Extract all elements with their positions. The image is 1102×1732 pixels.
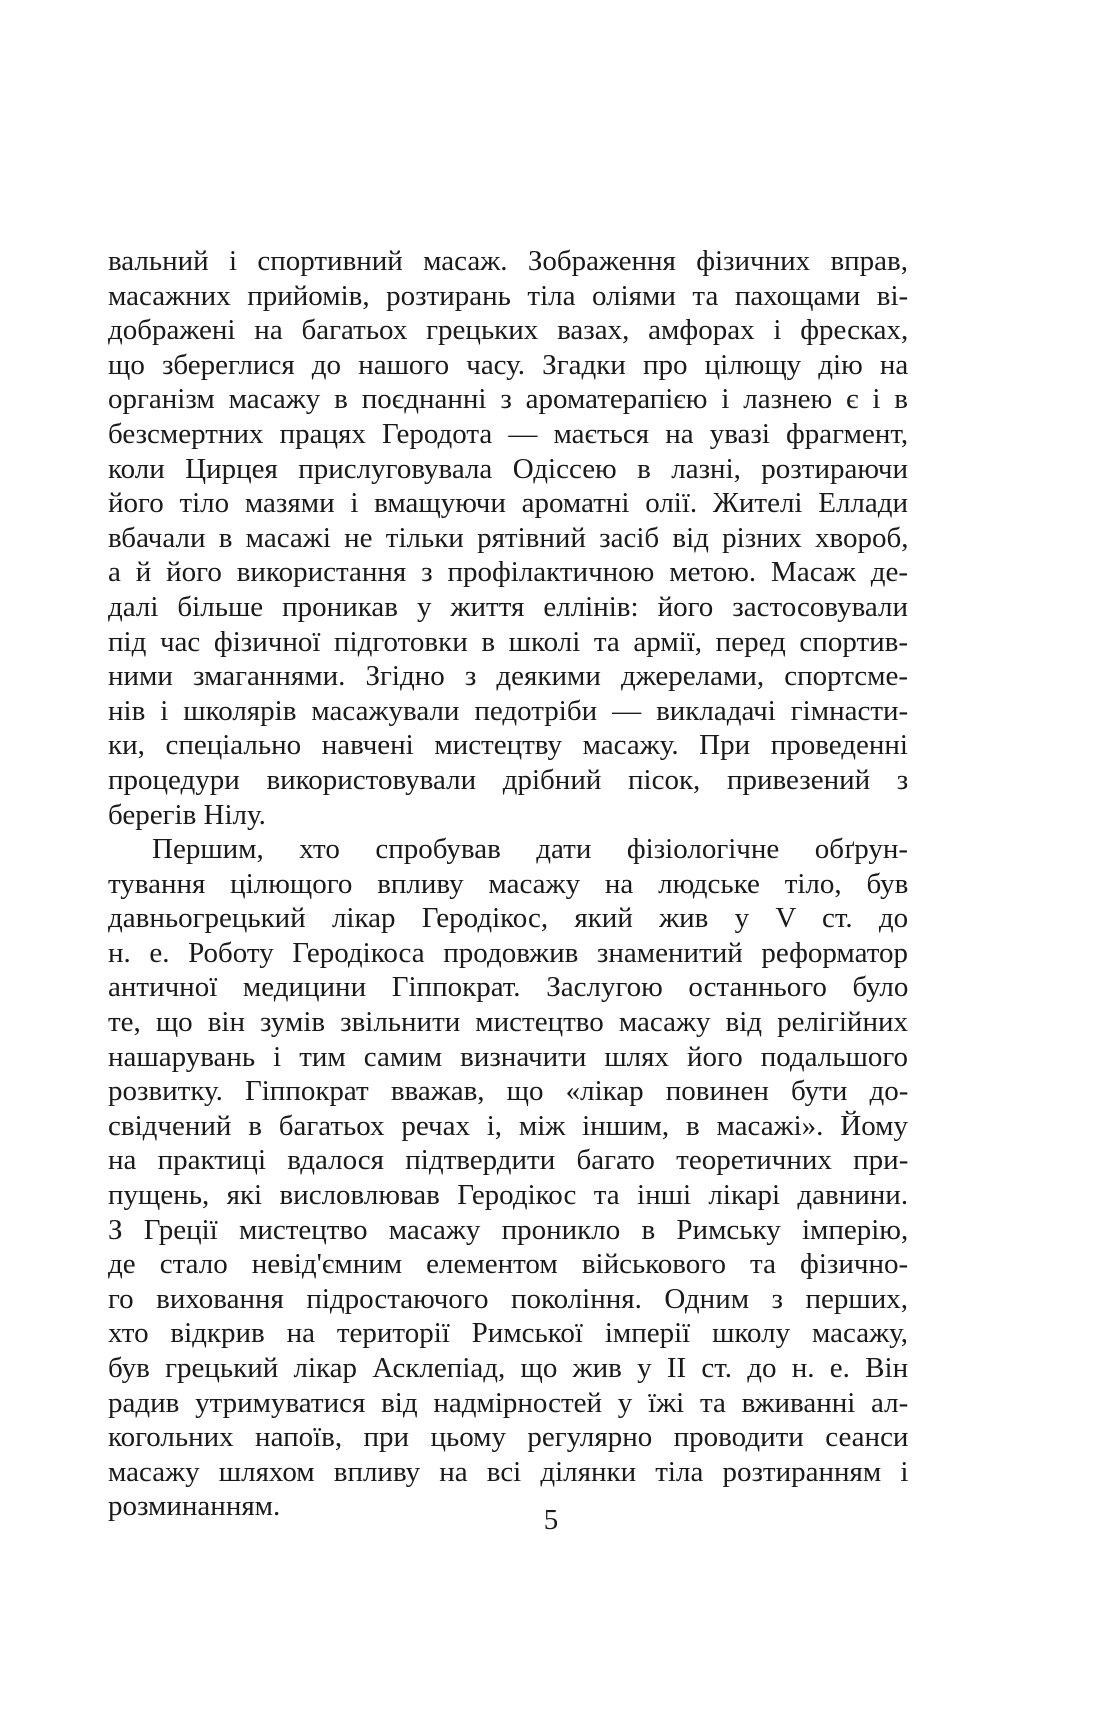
text-line: свідчений в багатьох речах і, між іншим, в масажі». Йому: [108, 1109, 908, 1142]
text-line: античної медицини Гіппократ. Заслугою останнього було: [108, 971, 909, 1004]
text-line: вбачали в масажі не тільки рятівний засіб від різних хвороб,: [108, 521, 909, 554]
paragraph: [108, 832, 908, 1524]
text-line: З Греції мистецтво масажу проникло в Римську імперію,: [108, 1213, 909, 1246]
text-line: процедури використовували дрібний пісок, привезений з: [108, 763, 909, 796]
text-line: масажних прийомів, розтирань тіла оліями та пахощами ві-: [108, 279, 909, 312]
text-line: ки, спеціально навчені мистецтву масажу. При проведенні: [108, 729, 908, 762]
paragraph: [108, 244, 908, 832]
text-line: когольних напоїв, при цьому регулярно проводити сеанси: [108, 1421, 909, 1454]
text-line: безсмертних працях Геродота — мається на увазі фрагмент,: [108, 417, 909, 450]
text-line: нів і школярів масажували педотріби — викладачі гімнасти-: [108, 694, 909, 727]
text-line: давньогрецький лікар Геродікос, який жив у V ст. до: [108, 902, 909, 935]
text-line: го виховання підростаючого покоління. Одним з перших,: [108, 1282, 908, 1315]
text-line: розминанням.: [108, 1490, 281, 1523]
text-line: далі більше проникав у життя еллінів: його застосовували: [108, 590, 908, 623]
text-line: що збереглися до нашого часу. Згадки про цілющу дію на: [108, 348, 909, 381]
text-line: а й його використання з профілактичною метою. Масаж де-: [108, 556, 908, 589]
text-line: тування цілющого впливу масажу на людське тіло, був: [108, 867, 909, 900]
text-line: пущень, які висловлював Геродікос та інші лікарі давнини.: [108, 1179, 909, 1212]
text-line: вальний і спортивний масаж. Зображення фізичних вправ,: [108, 245, 908, 277]
text-line: під час фізичної підготовки в школі та армії, перед спортив-: [108, 625, 908, 658]
text-line: коли Цирцея прислуговувала Одіссею в лазні, розтираючи: [108, 452, 908, 485]
text-line: організм масажу в поєднанні з ароматерапією і лазнею є і в: [108, 383, 908, 416]
text-line: берегів Нілу.: [108, 798, 266, 831]
text-line: дображені на багатьох грецьких вазах, амфорах і фресках,: [108, 314, 909, 347]
text-line: де стало невід'ємним елементом військового та фізично-: [108, 1248, 909, 1281]
text-line: радив утримуватися від надмірностей у їжі та вживанні ал-: [108, 1386, 909, 1419]
text-line: його тіло мазями і вмащуючи ароматні олії. Жителі Еллади: [108, 487, 909, 520]
page-number: 5: [543, 1504, 559, 1536]
text-line: н. е. Роботу Геродікоса продовжив знаменитий реформатор: [108, 936, 908, 969]
text-line: те, що він зумів звільнити мистецтво масажу від релігійних: [108, 1006, 908, 1039]
text-line: хто відкрив на території Римської імперії школу масажу,: [108, 1317, 908, 1350]
text-line: масажу шляхом впливу на всі ділянки тіла розтиранням і: [108, 1455, 909, 1488]
body-text: [108, 244, 908, 1524]
text-line: був грецький лікар Асклепіад, що жив у II ст. до н. е. Він: [108, 1352, 909, 1384]
text-line: розвитку. Гіппократ вважав, що «лікар повинен бути до-: [108, 1075, 909, 1108]
text-line: на практиці вдалося підтвердити багато теоретичних при-: [108, 1144, 909, 1177]
text-line: нашарувань і тим самим визначити шлях його подальшого: [108, 1040, 908, 1073]
text-line: Першим, хто спробував дати фізіологічне обґрун-: [152, 833, 908, 866]
text-line: ними змаганнями. Згідно з деякими джерелами, спортсме-: [108, 660, 908, 693]
